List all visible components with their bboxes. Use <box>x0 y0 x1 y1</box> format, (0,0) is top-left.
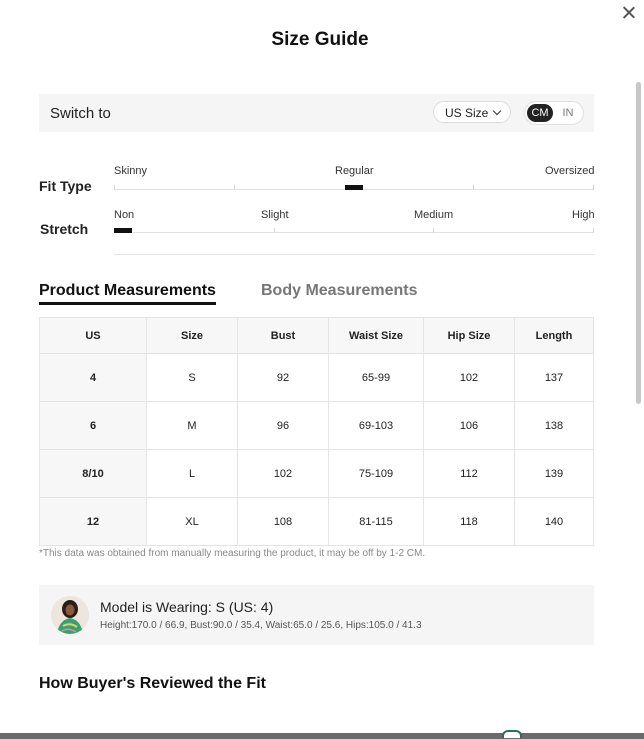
model-info-box <box>39 585 594 645</box>
stretch-tick <box>433 228 434 233</box>
reviews-title: How Buyer's Reviewed the Fit <box>39 675 266 692</box>
cell-size: XL <box>147 498 238 546</box>
fit-tick <box>114 185 115 190</box>
cell-us: 12 <box>40 498 147 546</box>
stretch-high-label: High <box>572 209 595 221</box>
table-row <box>40 498 594 546</box>
page-title: Size Guide <box>271 29 369 50</box>
stretch-slight-label: Slight <box>261 209 289 221</box>
header-size: Size <box>147 318 238 354</box>
model-wearing-text: Model is Wearing: S (US: 4) <box>100 599 274 615</box>
cell-us: 8/10 <box>40 450 147 498</box>
stretch-non-label: Non <box>114 209 135 221</box>
cell-hip: 106 <box>424 402 515 450</box>
fit-tick <box>593 185 594 190</box>
cell-size: L <box>147 450 238 498</box>
table-row <box>40 450 594 498</box>
cell-bust: 102 <box>238 450 329 498</box>
switch-label: Switch to <box>50 105 111 122</box>
cell-bust: 92 <box>238 354 329 402</box>
model-avatar <box>51 596 89 634</box>
section-divider <box>114 254 594 255</box>
scrollbar[interactable] <box>636 82 641 404</box>
cell-us: 6 <box>40 402 147 450</box>
fit-type-label: Fit Type <box>39 178 92 194</box>
cell-waist: 81-115 <box>329 498 424 546</box>
unit-toggle[interactable] <box>524 101 584 125</box>
cell-bust: 108 <box>238 498 329 546</box>
stretch-medium-label: Medium <box>414 209 454 221</box>
cell-size: S <box>147 354 238 402</box>
fit-skinny-label: Skinny <box>114 165 148 177</box>
model-measurements-text: Height:170.0 / 66.9, Bust:90.0 / 35.4, Waist:65.0 / 25.6, Hips:105.0 / 41.3 <box>100 620 422 631</box>
cell-waist: 75-109 <box>329 450 424 498</box>
cell-length: 138 <box>515 402 594 450</box>
table-row <box>40 402 594 450</box>
scroll-top-icon[interactable] <box>502 730 522 738</box>
unit-in-option[interactable]: IN <box>562 107 574 119</box>
measurement-note: *This data was obtained from manually measuring the product, it may be off by 1-2 CM. <box>39 548 426 559</box>
header-bust: Bust <box>238 318 329 354</box>
size-system-value: US Size <box>445 106 489 120</box>
stretch-marker <box>114 228 132 233</box>
close-icon[interactable] <box>620 4 638 22</box>
stretch-tick <box>274 228 275 233</box>
header-us: US <box>40 318 147 354</box>
cell-us: 4 <box>40 354 147 402</box>
cell-length: 140 <box>515 498 594 546</box>
header-hip: Hip Size <box>424 318 515 354</box>
fit-tick <box>473 185 474 190</box>
measurement-table <box>39 317 594 546</box>
fit-regular-label: Regular <box>335 165 374 177</box>
bottom-bar <box>0 733 644 739</box>
cell-bust: 96 <box>238 402 329 450</box>
table-row <box>40 354 594 402</box>
unit-cm-option[interactable]: CM <box>527 104 553 122</box>
cell-hip: 118 <box>424 498 515 546</box>
stretch-tick <box>593 228 594 233</box>
fit-type-marker <box>345 185 363 190</box>
unit-switch-bar <box>39 94 594 132</box>
header-waist: Waist Size <box>329 318 424 354</box>
tab-body-measurements[interactable]: Body Measurements <box>261 282 418 299</box>
fit-tick <box>234 185 235 190</box>
stretch-label: Stretch <box>40 221 89 237</box>
header-length: Length <box>515 318 594 354</box>
chevron-down-icon <box>493 107 501 115</box>
tab-product-measurements[interactable]: Product Measurements <box>39 282 216 305</box>
cell-length: 139 <box>515 450 594 498</box>
stretch-track <box>114 232 594 233</box>
cell-waist: 69-103 <box>329 402 424 450</box>
cell-length: 137 <box>515 354 594 402</box>
table-header-row <box>40 318 594 354</box>
size-system-select[interactable] <box>433 101 511 123</box>
fit-oversized-label: Oversized <box>545 165 595 177</box>
cell-hip: 102 <box>424 354 515 402</box>
cell-size: M <box>147 402 238 450</box>
cell-hip: 112 <box>424 450 515 498</box>
cell-waist: 65-99 <box>329 354 424 402</box>
